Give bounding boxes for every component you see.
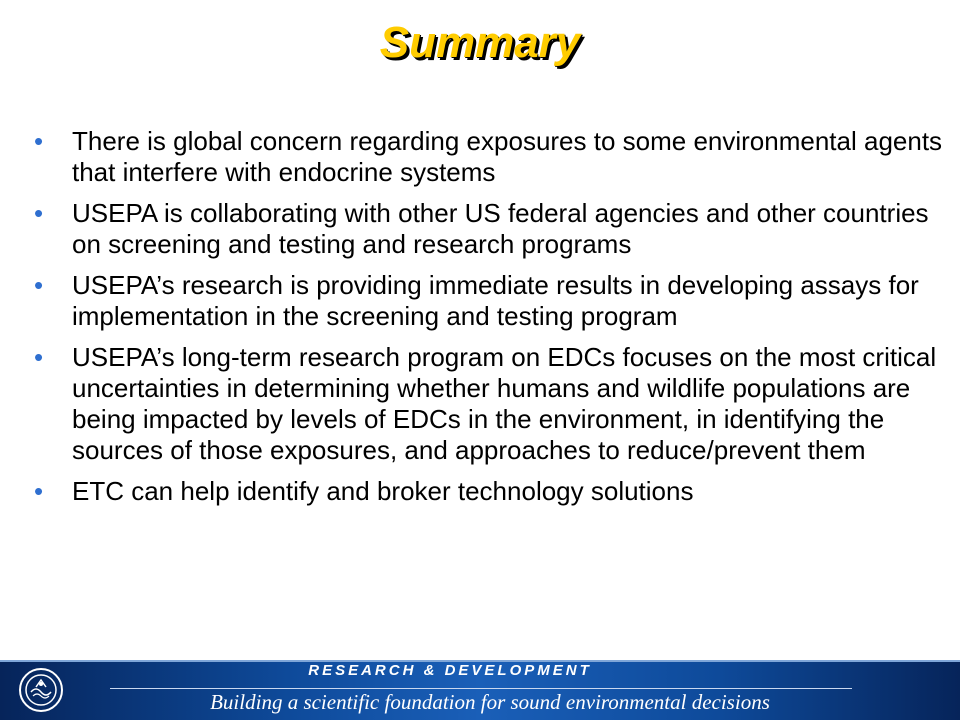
bullet-text: USEPA is collaborating with other US federal agencies and other countries on screening and testing and research programs <box>72 198 929 259</box>
bullet-item <box>30 198 950 260</box>
bullet-item <box>30 476 950 507</box>
bullet-list <box>30 126 950 517</box>
footer-divider <box>110 688 852 689</box>
bullet-item <box>30 126 950 188</box>
bullet-text: USEPA’s long-term research program on EDCs focuses on the most critical uncertainties in determining whether humans and wildlife populations are being impacted by levels of EDCs in the environment, in identifying the sources of those exposures, and approaches to reduce/prevent them <box>72 342 937 465</box>
bullet-item <box>30 270 950 332</box>
bullet-dot-icon: • <box>34 476 44 506</box>
bullet-dot-icon: • <box>34 342 44 372</box>
bullet-text: There is global concern regarding exposures to some environmental agents that interfere with endocrine systems <box>72 126 943 187</box>
slide-title: Summary <box>379 18 581 67</box>
bullet-dot-icon: • <box>34 126 44 156</box>
bullet-text: ETC can help identify and broker technology solutions <box>72 476 694 506</box>
epa-seal-icon <box>18 667 64 713</box>
bullet-dot-icon: • <box>34 270 44 300</box>
footer-label: RESEARCH & DEVELOPMENT <box>308 662 592 679</box>
bullet-item <box>30 342 950 466</box>
bullet-dot-icon: • <box>34 198 44 228</box>
bullet-text: USEPA’s research is providing immediate results in developing assays for implementation in the screening and testing program <box>72 270 919 331</box>
footer-tagline: Building a scientific foundation for sound environmental decisions <box>210 690 770 714</box>
